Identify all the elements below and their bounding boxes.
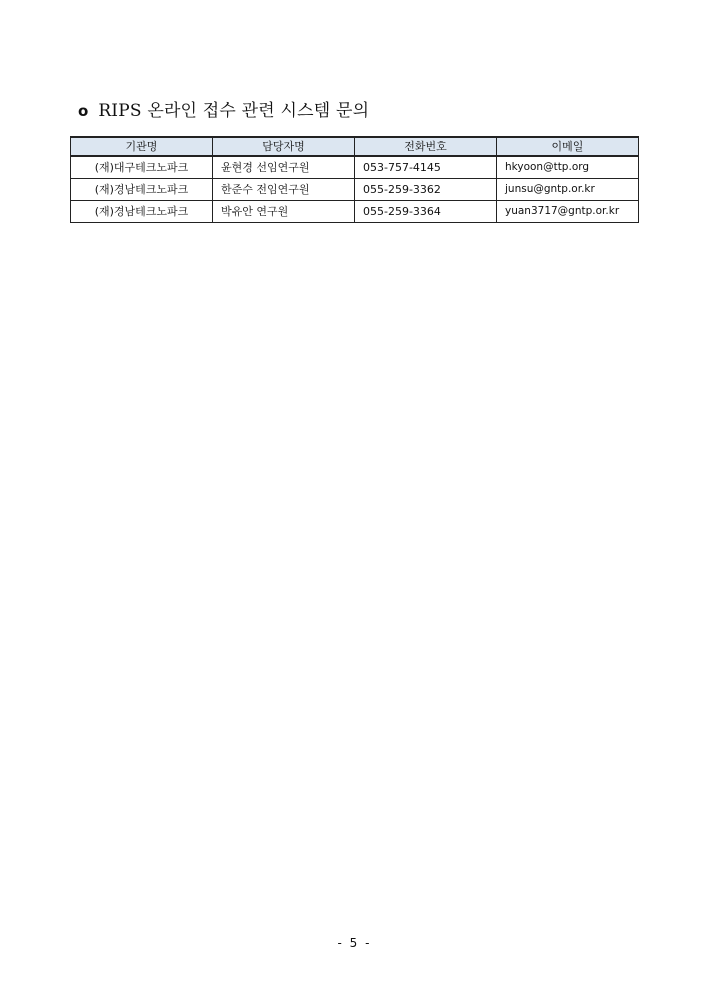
cell-organization: (재)경남테크노파크	[71, 179, 213, 201]
cell-email: hkyoon@ttp.org	[497, 156, 639, 179]
cell-organization: (재)대구테크노파크	[71, 156, 213, 179]
contact-table	[70, 136, 639, 223]
table-row	[71, 179, 639, 201]
cell-contact-person: 박유안 연구원	[213, 201, 355, 223]
table-header-row	[71, 137, 639, 156]
table-row	[71, 156, 639, 179]
section-title: RIPS 온라인 접수 관련 시스템 문의	[98, 101, 370, 121]
cell-phone: 053-757-4145	[355, 156, 497, 179]
cell-contact-person: 윤현경 선임연구원	[213, 156, 355, 179]
table-row	[71, 201, 639, 223]
cell-phone: 055-259-3362	[355, 179, 497, 201]
bullet-circle-icon: o	[78, 102, 89, 120]
cell-email: yuan3717@gntp.or.kr	[497, 201, 639, 223]
header-phone: 전화번호	[355, 137, 497, 156]
cell-organization: (재)경남테크노파크	[71, 201, 213, 223]
cell-phone: 055-259-3364	[355, 201, 497, 223]
cell-email: junsu@gntp.or.kr	[497, 179, 639, 201]
section-heading	[78, 103, 369, 120]
header-contact-person: 담당자명	[213, 137, 355, 156]
page-number: - 5 -	[337, 936, 372, 950]
header-email: 이메일	[497, 137, 639, 156]
header-organization: 기관명	[71, 137, 213, 156]
cell-contact-person: 한준수 전임연구원	[213, 179, 355, 201]
